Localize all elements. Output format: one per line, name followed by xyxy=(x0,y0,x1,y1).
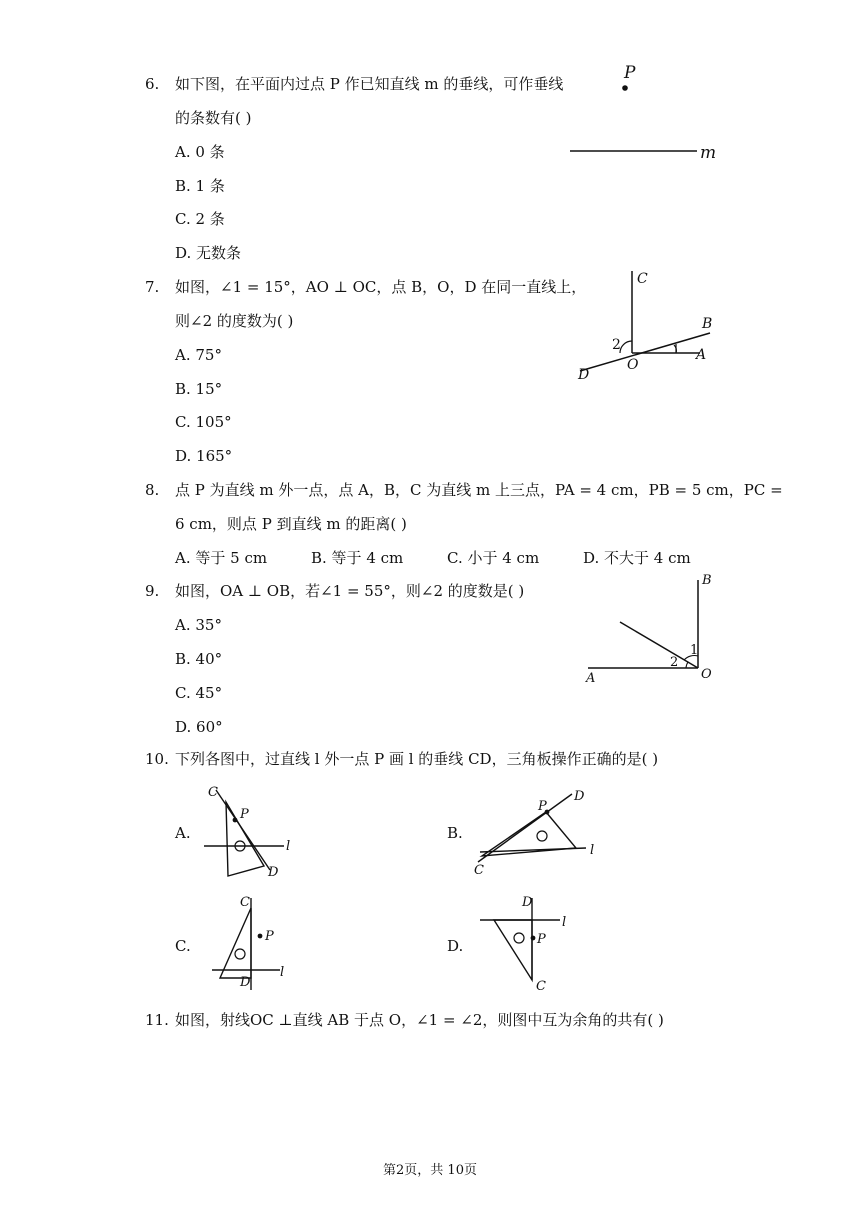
q9-angle-2-arc xyxy=(686,662,688,668)
q7-text-line2: 则∠2 的度数为( ) xyxy=(175,312,294,330)
q9-label-o: O xyxy=(701,667,712,682)
q9-label-angle-1: 1 xyxy=(690,643,699,658)
q11-number: 11. xyxy=(145,1011,169,1029)
q7-number: 7. xyxy=(145,278,160,296)
q7-label-angle-2: 2 xyxy=(612,337,621,353)
q10c-label-d: D xyxy=(240,975,251,990)
q10d-triangle xyxy=(494,920,532,980)
q10-figure-d xyxy=(472,890,582,996)
q9-option-d: D. 60° xyxy=(175,718,223,736)
q9-label-a: A xyxy=(586,671,596,686)
q7-line-db xyxy=(580,333,710,371)
q6-option-a: A. 0 条 xyxy=(175,143,225,161)
q10d-label-p: P xyxy=(537,932,546,947)
q10a-label-p: P xyxy=(240,807,249,822)
q7-angle-2-arc xyxy=(620,341,632,353)
q6-point-p xyxy=(622,85,628,91)
q10c-label-c: C xyxy=(240,895,250,910)
q7-text-line1: 如图，∠1 = 15°，AO ⊥ OC，点 B，O，D 在同一直线上， xyxy=(175,278,587,296)
q10-figure-a xyxy=(198,782,308,882)
q10-option-a: A. xyxy=(175,824,191,842)
q8-option-b: B. 等于 4 cm xyxy=(311,549,404,567)
q6-number: 6. xyxy=(145,75,160,93)
q8-text-line2: 6 cm，则点 P 到直线 m 的距离( ) xyxy=(175,515,407,533)
q10c-triangle-hole xyxy=(235,949,245,959)
q9-option-b: B. 40° xyxy=(175,650,223,668)
q10d-label-d: D xyxy=(522,895,533,910)
q7-label-b: B xyxy=(702,316,713,332)
q9-ray-middle xyxy=(620,622,698,668)
page-footer: 第2页，共 10页 xyxy=(383,1163,477,1178)
q9-number: 9. xyxy=(145,582,160,600)
q7-option-c: C. 105° xyxy=(175,413,232,431)
q7-option-d: D. 165° xyxy=(175,447,233,465)
q10-figure-c xyxy=(200,892,310,996)
q10d-label-l: l xyxy=(562,915,567,930)
q10b-label-c: C xyxy=(474,863,484,878)
q7-figure xyxy=(570,265,720,385)
q10a-label-l: l xyxy=(286,839,291,854)
q10d-point-p xyxy=(531,936,536,941)
q10a-label-c: C xyxy=(208,785,218,800)
q7-option-b: B. 15° xyxy=(175,380,223,398)
q10-option-d: D. xyxy=(447,937,464,955)
q6-text-line2: 的条数有( ) xyxy=(175,109,252,127)
q7-option-a: A. 75° xyxy=(175,346,222,364)
q7-label-c: C xyxy=(637,271,648,287)
q6-text-line1: 如下图，在平面内过点 P 作已知直线 m 的垂线，可作垂线 xyxy=(175,75,564,93)
q10-figure-b xyxy=(470,782,610,882)
q10b-triangle-hole xyxy=(537,831,547,841)
q6-option-b: B. 1 条 xyxy=(175,177,225,195)
q6-figure xyxy=(560,58,730,168)
q6-label-m: m xyxy=(700,143,717,163)
q8-number: 8. xyxy=(145,481,160,499)
q8-option-d: D. 不大于 4 cm xyxy=(583,549,691,567)
q6-label-p: P xyxy=(624,63,636,83)
q9-text-line1: 如图，OA ⊥ OB，若∠1 = 55°，则∠2 的度数是( ) xyxy=(175,582,525,600)
q10c-label-p: P xyxy=(265,929,274,944)
q10-text-line1: 下列各图中，过直线 l 外一点 P 画 l 的垂线 CD，三角板操作正确的是( ) xyxy=(175,750,659,768)
q8-text-line1: 点 P 为直线 m 外一点，点 A，B，C 为直线 m 上三点，PA = 4 cm，PB = 5 cm，PC = xyxy=(175,481,783,499)
q7-label-o: O xyxy=(627,357,639,373)
q10c-triangle xyxy=(220,908,251,978)
q6-option-c: C. 2 条 xyxy=(175,210,225,228)
q9-option-c: C. 45° xyxy=(175,684,223,702)
q8-option-a: A. 等于 5 cm xyxy=(175,549,268,567)
q10b-label-d: D xyxy=(574,789,585,804)
q6-option-d: D. 无数条 xyxy=(175,244,242,262)
q10c-label-l: l xyxy=(280,965,285,980)
q10a-point-p xyxy=(233,818,238,823)
q9-label-b: B xyxy=(702,573,712,588)
q10d-label-c: C xyxy=(536,979,546,994)
q8-option-c: C. 小于 4 cm xyxy=(447,549,540,567)
q10-option-c: C. xyxy=(175,937,191,955)
q10c-point-p xyxy=(258,934,263,939)
q10-option-b: B. xyxy=(447,824,463,842)
q9-option-a: A. 35° xyxy=(175,616,222,634)
q10b-label-p: P xyxy=(538,799,547,814)
q7-label-a: A xyxy=(696,347,707,363)
q10a-label-d: D xyxy=(268,865,279,880)
q9-figure xyxy=(580,572,730,687)
q10b-label-l: l xyxy=(590,843,595,858)
q7-label-d: D xyxy=(578,367,590,383)
q10d-triangle-hole xyxy=(514,933,524,943)
q9-label-angle-2: 2 xyxy=(670,655,679,670)
q10-number: 10. xyxy=(145,750,169,768)
q11-text-line1: 如图，射线OC ⊥直线 AB 于点 O，∠1 = ∠2，则图中互为余角的共有( ) xyxy=(175,1011,664,1029)
